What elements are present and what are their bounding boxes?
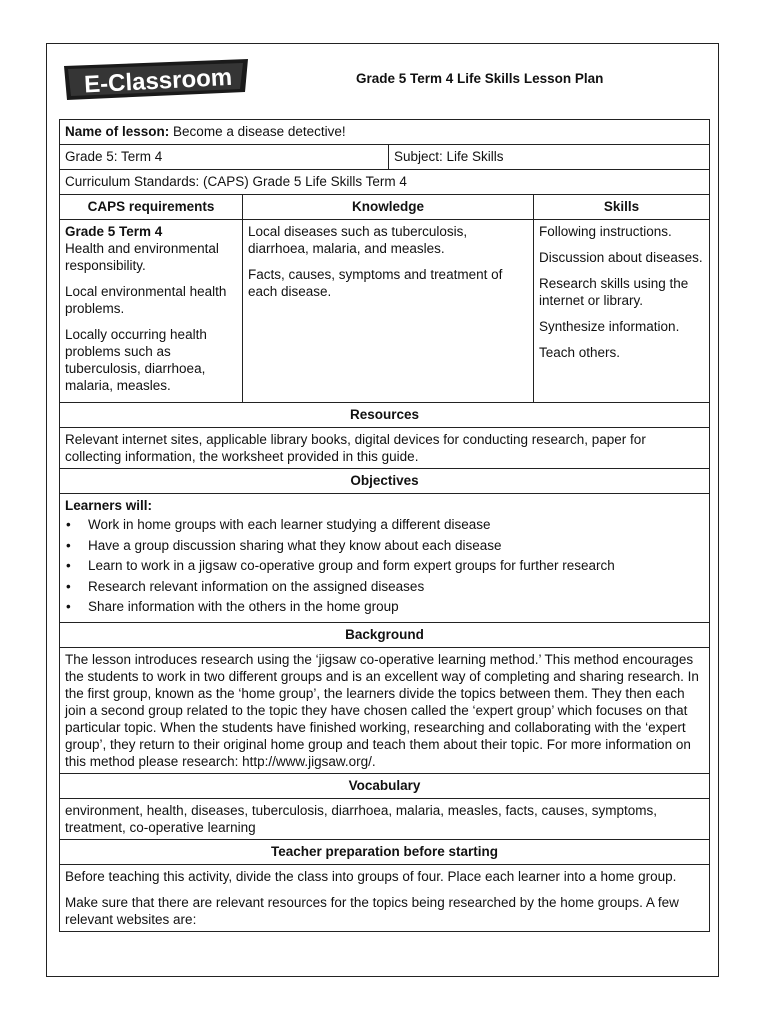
curriculum-cell: Curriculum Standards: (CAPS) Grade 5 Life Skills Term 4 xyxy=(60,170,710,195)
grade-term-cell: Grade 5: Term 4 xyxy=(60,145,389,170)
resources-heading-row xyxy=(60,403,710,428)
page-title: Grade 5 Term 4 Life Skills Lesson Plan xyxy=(356,71,604,86)
lesson-name-value: Become a disease detective! xyxy=(173,124,346,139)
lesson-name-label: Name of lesson: xyxy=(65,124,170,139)
preparation-heading: Teacher preparation before starting xyxy=(60,839,710,864)
caps-cell xyxy=(60,220,243,403)
objectives-cell xyxy=(60,494,710,623)
resources-text: Relevant internet sites, applicable library books, digital devices for conducting research, paper for collecting information, the worksheet provided in this guide. xyxy=(60,428,710,469)
objectives-list xyxy=(65,516,704,615)
caps-header: CAPS requirements xyxy=(60,195,243,220)
knowledge-header: Knowledge xyxy=(243,195,534,220)
background-heading: Background xyxy=(60,622,710,647)
lesson-name-row xyxy=(60,120,710,145)
logo-text: E-Classroom xyxy=(83,63,233,99)
e-classroom-logo xyxy=(62,58,250,102)
list-item: • Have a group discussion sharing what they know about each disease xyxy=(65,537,704,554)
caps-heading: Grade 5 Term 4 xyxy=(65,224,163,239)
resources-row xyxy=(60,428,710,469)
objectives-intro: Learners will: xyxy=(65,498,153,513)
preparation-heading-row xyxy=(60,839,710,864)
background-heading-row xyxy=(60,622,710,647)
curriculum-row xyxy=(60,170,710,195)
objectives-heading-row xyxy=(60,469,710,494)
list-item: • Work in home groups with each learner studying a different disease xyxy=(65,516,704,533)
skills-item: Discussion about diseases. xyxy=(539,250,703,265)
preparation-row xyxy=(60,864,710,931)
preparation-paragraph: Before teaching this activity, divide the class into groups of four. Place each learner into a home group. xyxy=(65,868,677,884)
skills-cell xyxy=(534,220,710,403)
vocabulary-heading: Vocabulary xyxy=(60,773,710,798)
subject-cell: Subject: Life Skills xyxy=(389,145,710,170)
column-header-row xyxy=(60,195,710,220)
vocabulary-text: environment, health, diseases, tuberculosis, diarrhoea, malaria, measles, facts, causes, symptoms, treatment, co-operative learning xyxy=(60,798,710,839)
grade-subject-row xyxy=(60,145,710,170)
knowledge-cell xyxy=(243,220,534,403)
skills-header: Skills xyxy=(534,195,710,220)
vocabulary-heading-row xyxy=(60,773,710,798)
lesson-plan-table xyxy=(59,119,710,932)
list-item: • Learn to work in a jigsaw co-operative group and form expert groups for further research xyxy=(65,557,704,574)
caps-item: Health and environmental responsibility. xyxy=(65,241,219,273)
objectives-row xyxy=(60,494,710,623)
content-row xyxy=(60,220,710,403)
list-item: • Research relevant information on the assigned diseases xyxy=(65,578,704,595)
objectives-heading: Objectives xyxy=(60,469,710,494)
list-item: • Share information with the others in the home group xyxy=(65,598,704,615)
caps-item: Locally occurring health problems such as tuberculosis, diarrhoea, malaria, measles. xyxy=(65,327,207,393)
skills-item: Following instructions. xyxy=(539,224,672,239)
skills-item: Synthesize information. xyxy=(539,319,680,334)
background-row xyxy=(60,647,710,773)
caps-item: Local environmental health problems. xyxy=(65,284,227,316)
preparation-paragraph: Make sure that there are relevant resources for the topics being researched by the home groups. A few relevant websites are: xyxy=(65,894,679,927)
preparation-cell xyxy=(60,864,710,931)
vocabulary-row xyxy=(60,798,710,839)
background-text: The lesson introduces research using the ‘jigsaw co-operative learning method.’ This method encourages the students to work in two different groups and is an excellent way of completing and sharing research. In the first group, known as the ‘home group’, the learners divide the topics between them. They then each join a second group related to the topic they have chosen called the ‘expert group’ which focuses on that particular topic. When the students have finished working, researching and collaborating with the ‘expert group’, they return to their original home group and teach them about their topic. For more information on this method please research: http://www.jigsaw.org/. xyxy=(60,647,710,773)
resources-heading: Resources xyxy=(60,403,710,428)
skills-item: Research skills using the internet or library. xyxy=(539,276,689,308)
skills-item: Teach others. xyxy=(539,345,621,360)
knowledge-item: Facts, causes, symptoms and treatment of each disease. xyxy=(248,267,503,299)
knowledge-item: Local diseases such as tuberculosis, diarrhoea, malaria, and measles. xyxy=(248,224,468,256)
lesson-name-cell xyxy=(60,120,710,145)
